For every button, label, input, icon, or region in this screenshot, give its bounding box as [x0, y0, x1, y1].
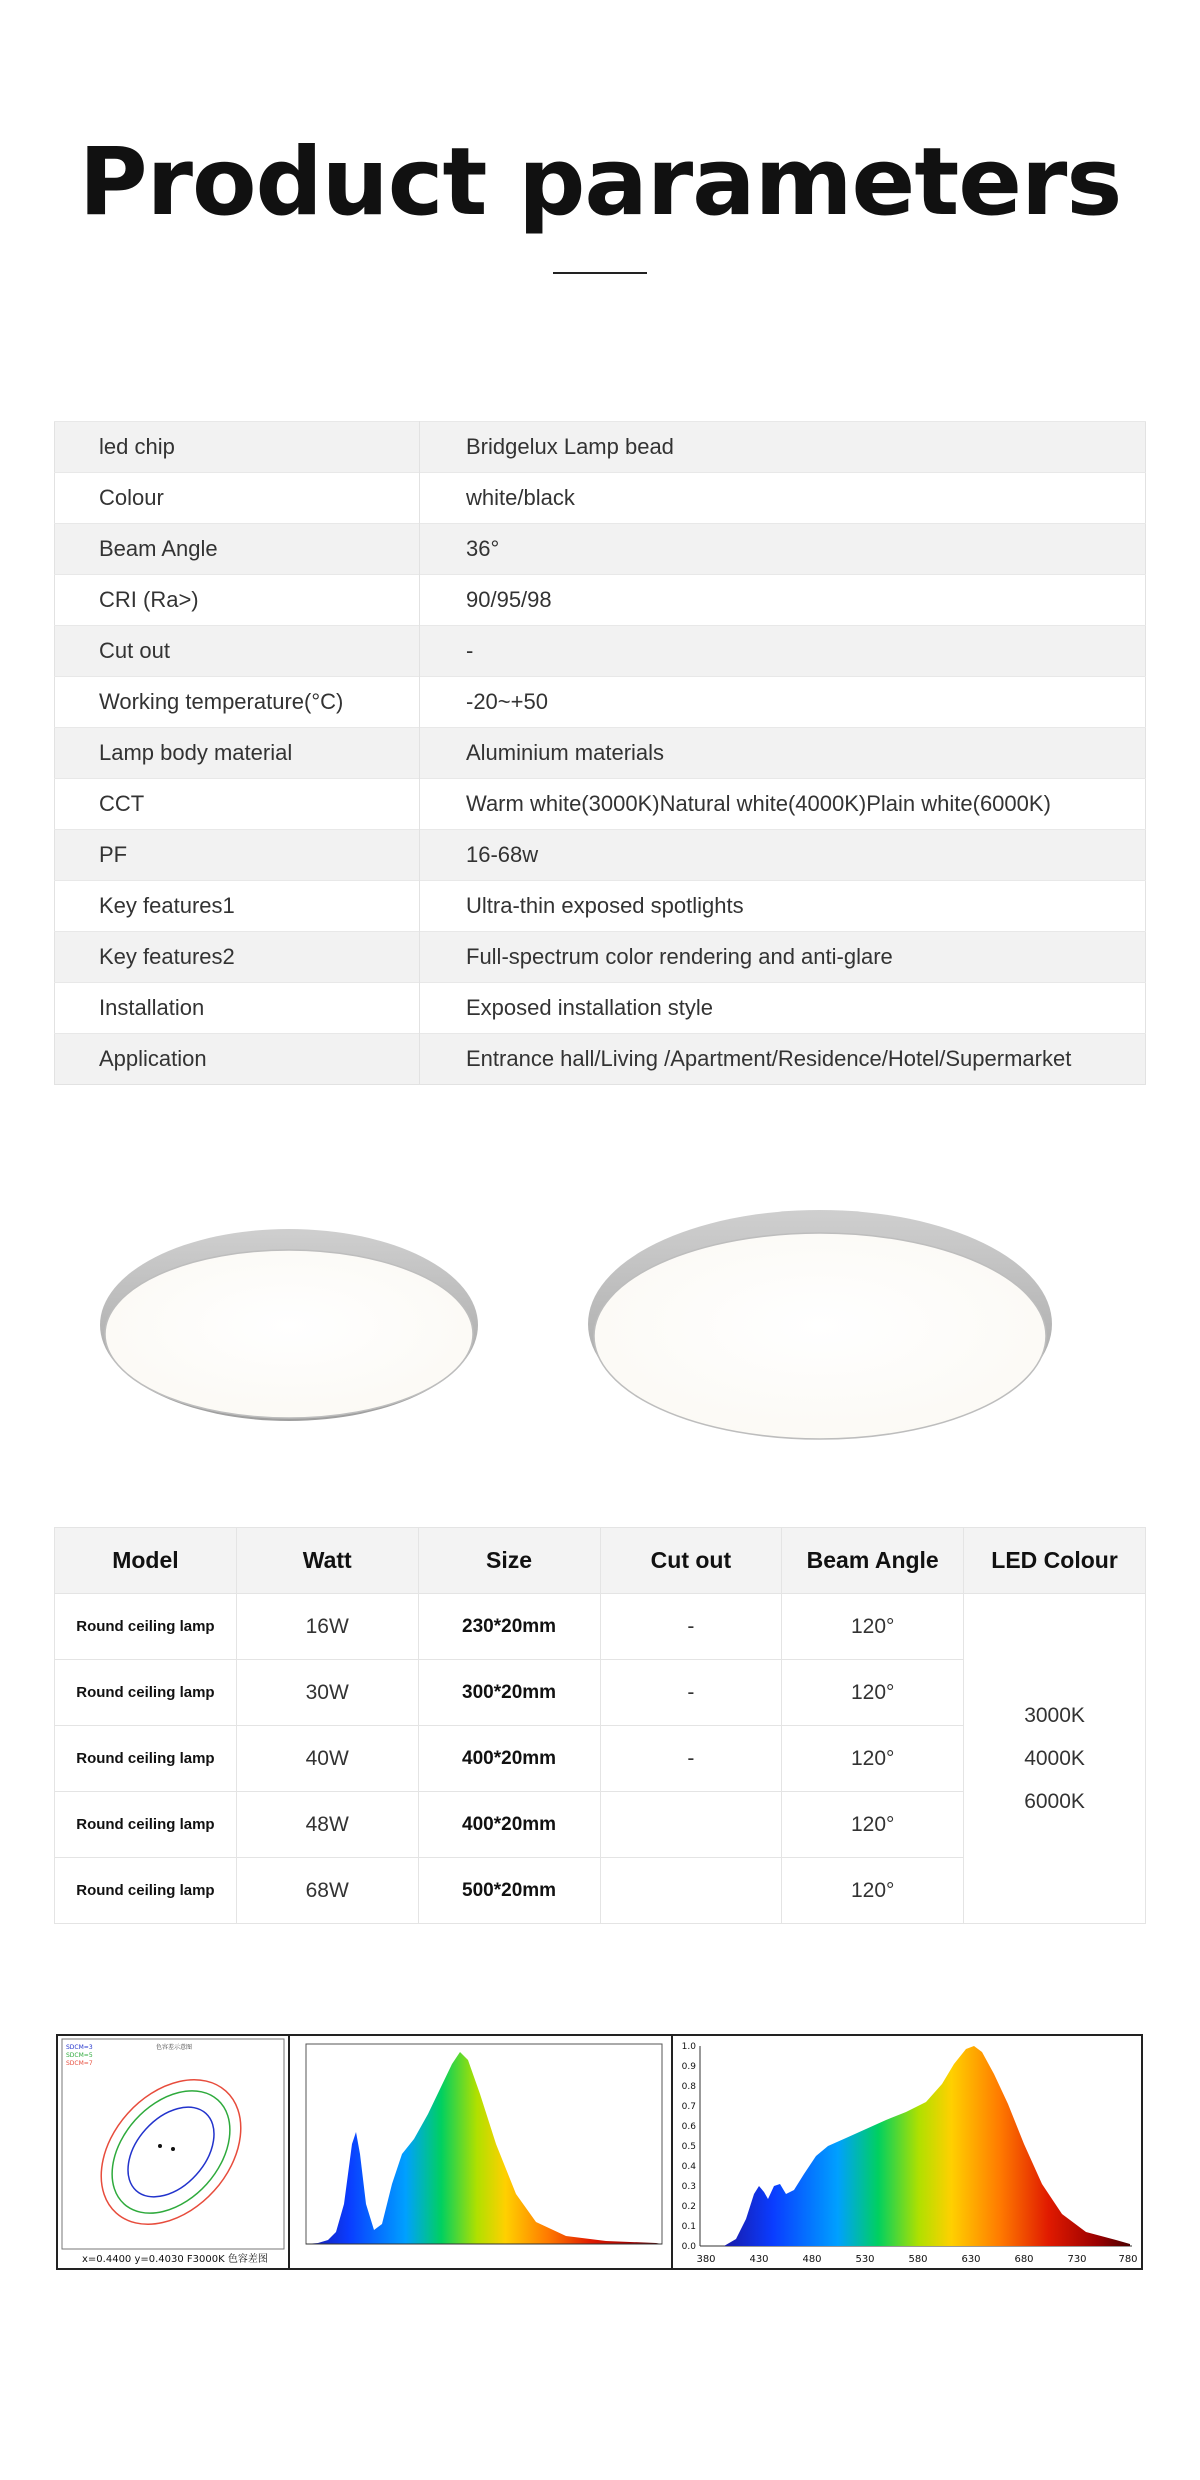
y-tick-label: 0.4	[681, 2162, 696, 2172]
model-cell: Round ceiling lamp	[55, 1594, 237, 1660]
y-tick-label: 0.7	[681, 2102, 696, 2112]
model-cell: Round ceiling lamp	[55, 1660, 237, 1726]
size-cell: 300*20mm	[418, 1660, 600, 1726]
beam-angle-cell: 120°	[782, 1594, 964, 1660]
x-tick-label: 480	[802, 2254, 822, 2265]
param-value: 16-68w	[420, 830, 1146, 881]
small-ceiling-lamp-image	[100, 1229, 478, 1421]
column-header: Model	[55, 1528, 237, 1594]
param-value: -20~+50	[420, 677, 1146, 728]
x-tick-label: 630	[961, 2254, 981, 2265]
param-key: Working temperature(°C)	[55, 677, 420, 728]
param-value: Exposed installation style	[420, 983, 1146, 1034]
param-key: CRI (Ra>)	[55, 575, 420, 626]
table-row	[55, 830, 1146, 881]
table-row	[55, 1034, 1146, 1085]
param-value: Bridgelux Lamp bead	[420, 422, 1146, 473]
column-header: LED Colour	[964, 1528, 1146, 1594]
beam-angle-cell: 120°	[782, 1660, 964, 1726]
cutout-cell	[600, 1858, 782, 1924]
y-tick-label: 0.2	[681, 2202, 696, 2212]
led-colour-value: 4000K	[1024, 1747, 1085, 1770]
target-point	[158, 2144, 162, 2148]
cie-title: 色容差示意图	[156, 2044, 193, 2051]
param-key: Installation	[55, 983, 420, 1034]
table-row	[55, 983, 1146, 1034]
table-row	[55, 575, 1146, 626]
watt-cell: 68W	[236, 1858, 418, 1924]
beam-angle-cell: 120°	[782, 1792, 964, 1858]
parameters-table	[54, 421, 1146, 1085]
beam-angle-cell: 120°	[782, 1726, 964, 1792]
watt-cell: 40W	[236, 1726, 418, 1792]
y-tick-label: 0.1	[681, 2222, 696, 2232]
table-row	[55, 728, 1146, 779]
spectrum-chart-2	[672, 2035, 1142, 2269]
column-header: Size	[418, 1528, 600, 1594]
param-key: Cut out	[55, 626, 420, 677]
table-row	[55, 932, 1146, 983]
table-header-row	[55, 1528, 1146, 1594]
param-value: Entrance hall/Living /Apartment/Residence/Hotel/Supermarket	[420, 1034, 1146, 1085]
table-row	[55, 473, 1146, 524]
cutout-cell	[600, 1792, 782, 1858]
x-tick-label: 680	[1014, 2254, 1034, 2265]
y-tick-label: 0.3	[681, 2182, 696, 2192]
param-value: Ultra-thin exposed spotlights	[420, 881, 1146, 932]
y-tick-label: 1.0	[681, 2042, 696, 2052]
x-tick-label: 780	[1118, 2254, 1138, 2265]
spectrum-charts	[56, 2034, 1144, 2272]
param-value: Full-spectrum color rendering and anti-glare	[420, 932, 1146, 983]
y-tick-label: 0.8	[681, 2082, 696, 2092]
param-value: Aluminium materials	[420, 728, 1146, 779]
watt-cell: 48W	[236, 1792, 418, 1858]
led-colour-value: 6000K	[1024, 1790, 1085, 1813]
spectrum-chart-1	[289, 2035, 672, 2269]
watt-cell: 16W	[236, 1594, 418, 1660]
param-key: CCT	[55, 779, 420, 830]
cie-legend-entry: SDCM=5	[66, 2052, 93, 2059]
param-value: Warm white(3000K)Natural white(4000K)Plain white(6000K)	[420, 779, 1146, 830]
table-row	[55, 779, 1146, 830]
table-row	[55, 677, 1146, 728]
param-key: Colour	[55, 473, 420, 524]
led-colour-cell	[964, 1594, 1146, 1924]
size-cell: 500*20mm	[418, 1858, 600, 1924]
model-cell: Round ceiling lamp	[55, 1792, 237, 1858]
watt-cell: 30W	[236, 1660, 418, 1726]
param-key: led chip	[55, 422, 420, 473]
param-value: white/black	[420, 473, 1146, 524]
model-cell: Round ceiling lamp	[55, 1726, 237, 1792]
column-header: Watt	[236, 1528, 418, 1594]
table-row	[55, 626, 1146, 677]
cutout-cell: -	[600, 1594, 782, 1660]
x-tick-label: 380	[696, 2254, 716, 2265]
beam-angle-cell: 120°	[782, 1858, 964, 1924]
y-tick-label: 0.6	[681, 2122, 696, 2132]
param-key: Application	[55, 1034, 420, 1085]
param-key: PF	[55, 830, 420, 881]
column-header: Cut out	[600, 1528, 782, 1594]
x-tick-label: 430	[749, 2254, 769, 2265]
model-cell: Round ceiling lamp	[55, 1858, 237, 1924]
title-divider	[553, 272, 647, 274]
param-key: Key features1	[55, 881, 420, 932]
table-row	[55, 1594, 1146, 1660]
cie-caption: x=0.4400 y=0.4030 F3000K 色容差图	[82, 2254, 268, 2265]
x-tick-label: 730	[1067, 2254, 1087, 2265]
param-value: 36°	[420, 524, 1146, 575]
param-value: 90/95/98	[420, 575, 1146, 626]
y-tick-label: 0.9	[681, 2062, 696, 2072]
size-cell: 400*20mm	[418, 1726, 600, 1792]
table-row	[55, 881, 1146, 932]
param-key: Lamp body material	[55, 728, 420, 779]
table-row	[55, 524, 1146, 575]
measured-point	[171, 2147, 175, 2151]
size-cell: 230*20mm	[418, 1594, 600, 1660]
large-ceiling-lamp-image	[588, 1210, 1052, 1439]
model-table	[54, 1527, 1146, 1924]
param-key: Key features2	[55, 932, 420, 983]
cie-legend-entry: SDCM=3	[66, 2044, 93, 2051]
size-cell: 400*20mm	[418, 1792, 600, 1858]
cie-legend-entry: SDCM=7	[66, 2060, 93, 2067]
table-row	[55, 422, 1146, 473]
led-colour-value: 3000K	[1024, 1704, 1085, 1727]
cutout-cell: -	[600, 1660, 782, 1726]
y-tick-label: 0.5	[681, 2142, 696, 2152]
param-value: -	[420, 626, 1146, 677]
product-images	[0, 1190, 1200, 1480]
cutout-cell: -	[600, 1726, 782, 1792]
cie-tolerance-chart	[57, 2035, 289, 2269]
x-tick-label: 580	[908, 2254, 928, 2265]
param-key: Beam Angle	[55, 524, 420, 575]
x-tick-label: 530	[855, 2254, 875, 2265]
page-title: Product parameters	[78, 128, 1122, 237]
column-header: Beam Angle	[782, 1528, 964, 1594]
y-tick-label: 0.0	[681, 2242, 696, 2252]
